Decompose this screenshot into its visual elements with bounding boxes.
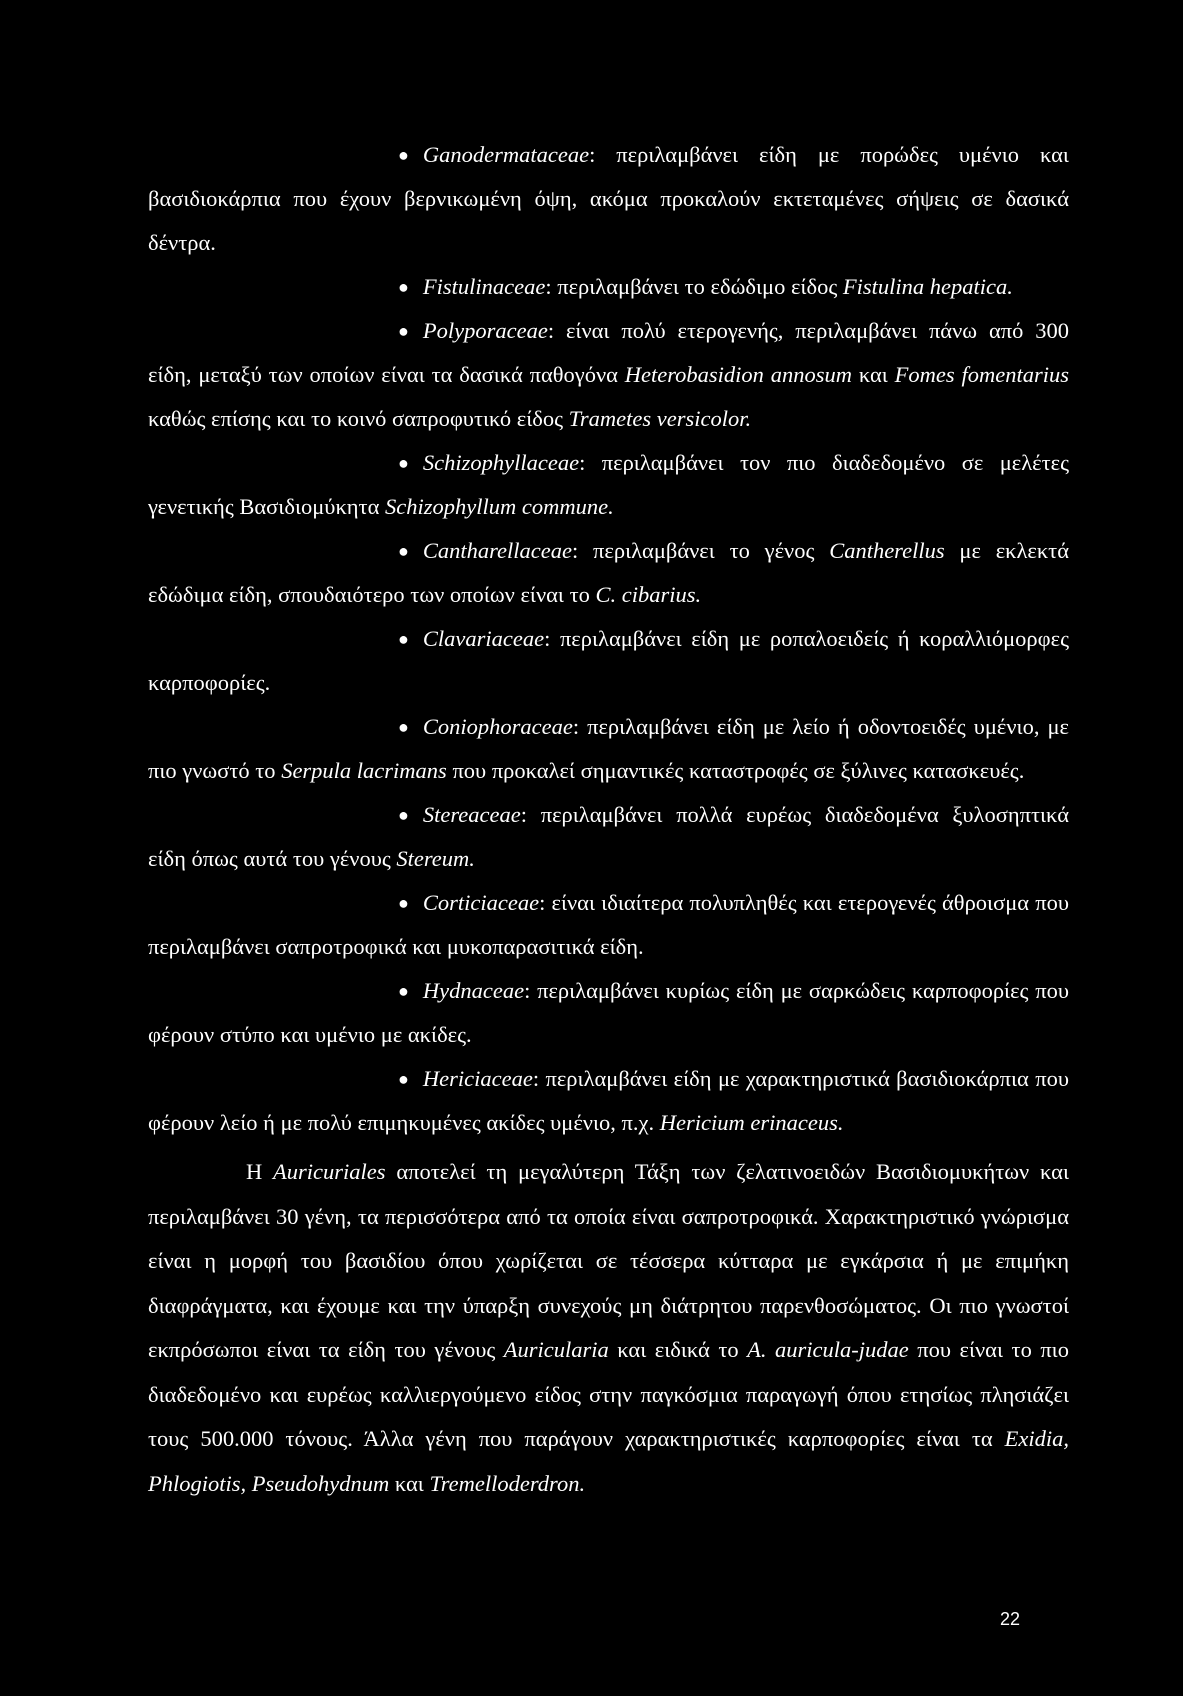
family-name: Clavariaceae [422,626,545,651]
genus-list: Exidia, Phlogiotis, Pseudohydnum [148,1426,1069,1496]
family-item: ● Fistulinaceae: περιλαμβάνει το εδώδιμο είδος Fistulina hepatica. [148,265,1069,309]
page-number: 22 [1000,1609,1021,1629]
genus-name: Cantherellus [829,538,945,563]
family-item: ● Polyporaceae: είναι πολύ ετερογενής, περιλαμβάνει πάνω από 300 είδη, μεταξύ των οποίων είναι τα δασικά παθογόνα Heterobasidion annosum και Fomes fomentarius καθώς επίσης και το κοινό σαπροφυτικό είδος Trametes versicolor. [148,309,1069,441]
family-item: ● Corticiaceae: είναι ιδιαίτερα πολυπληθές και ετερογενές άθροισμα που περιλαμβάνει σαπροτροφικά και μυκοπαρασιτικά είδη. [148,881,1069,969]
page-content [148,133,1069,1506]
family-item: ● Stereaceae: περιλαμβάνει πολλά ευρέως διαδεδομένα ξυλοσηπτικά είδη όπως αυτά του γένους Stereum. [148,793,1069,881]
species-name: A. auricula-judae [747,1337,909,1362]
family-name: Polyporaceae [422,318,548,343]
family-item: ● Hydnaceae: περιλαμβάνει κυρίως είδη με σαρκώδεις καρποφορίες που φέρουν στύπο και υμένιο με ακίδες. [148,969,1069,1057]
species-name: Fistulina hepatica. [842,274,1013,299]
genus-name: Auricularia [503,1337,609,1362]
species-name: Schizophyllum commune. [385,494,614,519]
family-name: Ganodermataceae [422,142,590,167]
bullet-icon: ● [398,541,409,561]
bullet-icon: ● [398,277,409,297]
family-item: ● Hericiaceae: περιλαμβάνει είδη με χαρακτηριστικά βασιδιοκάρπια που φέρουν λείο ή με πολύ επιμηκυμένες ακίδες υμένιο, π.χ. Hericium erinaceus. [148,1057,1069,1145]
bullet-icon: ● [398,145,409,165]
bullet-icon: ● [398,629,409,649]
family-item: ● Cantharellaceae: περιλαμβάνει το γένος Cantherellus με εκλεκτά εδώδιμα είδη, σπουδαιότερο των οποίων είναι το C. cibarius. [148,529,1069,617]
family-name: Hericiaceae [422,1066,533,1091]
family-name: Hydnaceae [422,978,525,1003]
bullet-icon: ● [398,1069,409,1089]
bullet-icon: ● [398,321,409,341]
family-name: Corticiaceae [422,890,540,915]
family-item: ● Ganodermataceae: περιλαμβάνει είδη με πορώδες υμένιο και βασιδιοκάρπια που έχουν βερνικωμένη όψη, ακόμα προκαλούν εκτεταμένες σήψεις σε δασικά δέντρα. [148,133,1069,265]
family-name: Coniophoraceae [422,714,573,739]
species-name: C. cibarius. [595,582,702,607]
species-name: Hericium erinaceus. [659,1110,844,1135]
species-name: Heterobasidion annosum [624,362,853,387]
species-name: Fomes fomentarius [894,362,1069,387]
family-item: ● Clavariaceae: περιλαμβάνει είδη με ροπαλοειδείς ή κοραλλιόμορφες καρποφορίες. [148,617,1069,705]
family-name: Stereaceae [422,802,521,827]
family-name: Cantharellaceae [422,538,573,563]
family-item: ● Coniophoraceae: περιλαμβάνει είδη με λείο ή οδοντοειδές υμένιο, με πιο γνωστό το Serpula lacrimans που προκαλεί σημαντικές καταστροφές σε ξύλινες κατασκευές. [148,705,1069,793]
bullet-icon: ● [398,893,409,913]
genus-name: Stereum. [396,846,475,871]
bullet-icon: ● [398,981,409,1001]
order-name: Auricuriales [273,1159,386,1184]
bullet-icon: ● [398,717,409,737]
family-item: ● Schizophyllaceae: περιλαμβάνει τον πιο διαδεδομένο σε μελέτες γενετικής Βασιδιομύκητα Schizophyllum commune. [148,441,1069,529]
auricuriales-paragraph: Η Auricuriales αποτελεί τη μεγαλύτερη Τάξη των ζελατινοειδών Βασιδιομυκήτων και περιλαμβάνει 30 γένη, τα περισσότερα από τα οποία είναι σαπροτροφικά. Χαρακτηριστικό γνώρισμα είναι η μορφή του βασιδίου όπου χωρίζεται σε τέσσερα κύτταρα με εγκάρσια ή με επιμήκη διαφράγματα, και έχουμε και την ύπαρξη συνεχούς μη διάτρητου παρενθοσώματος. Οι πιο γνωστοί εκπρόσωποι είναι τα είδη του γένους Auricularia και ειδικά το A. auricula-judae που είναι το πιο διαδεδομένο και ευρέως καλλιεργούμενο είδος στην παγκόσμια παραγωγή όπου ετησίως πλησιάζει τους 500.000 τόνους. Άλλα γένη που παράγουν χαρακτηριστικές καρποφορίες είναι τα Exidia, Phlogiotis, Pseudohydnum και Tremelloderdron. [148,1159,1070,1496]
bullet-icon: ● [398,805,409,825]
family-name: Fistulinaceae [422,274,546,299]
genus-name: Tremelloderdron. [429,1470,586,1496]
species-name: Serpula lacrimans [281,758,447,783]
species-name: Trametes versicolor. [568,406,752,431]
family-name: Schizophyllaceae [422,450,580,475]
bullet-icon: ● [398,453,409,473]
